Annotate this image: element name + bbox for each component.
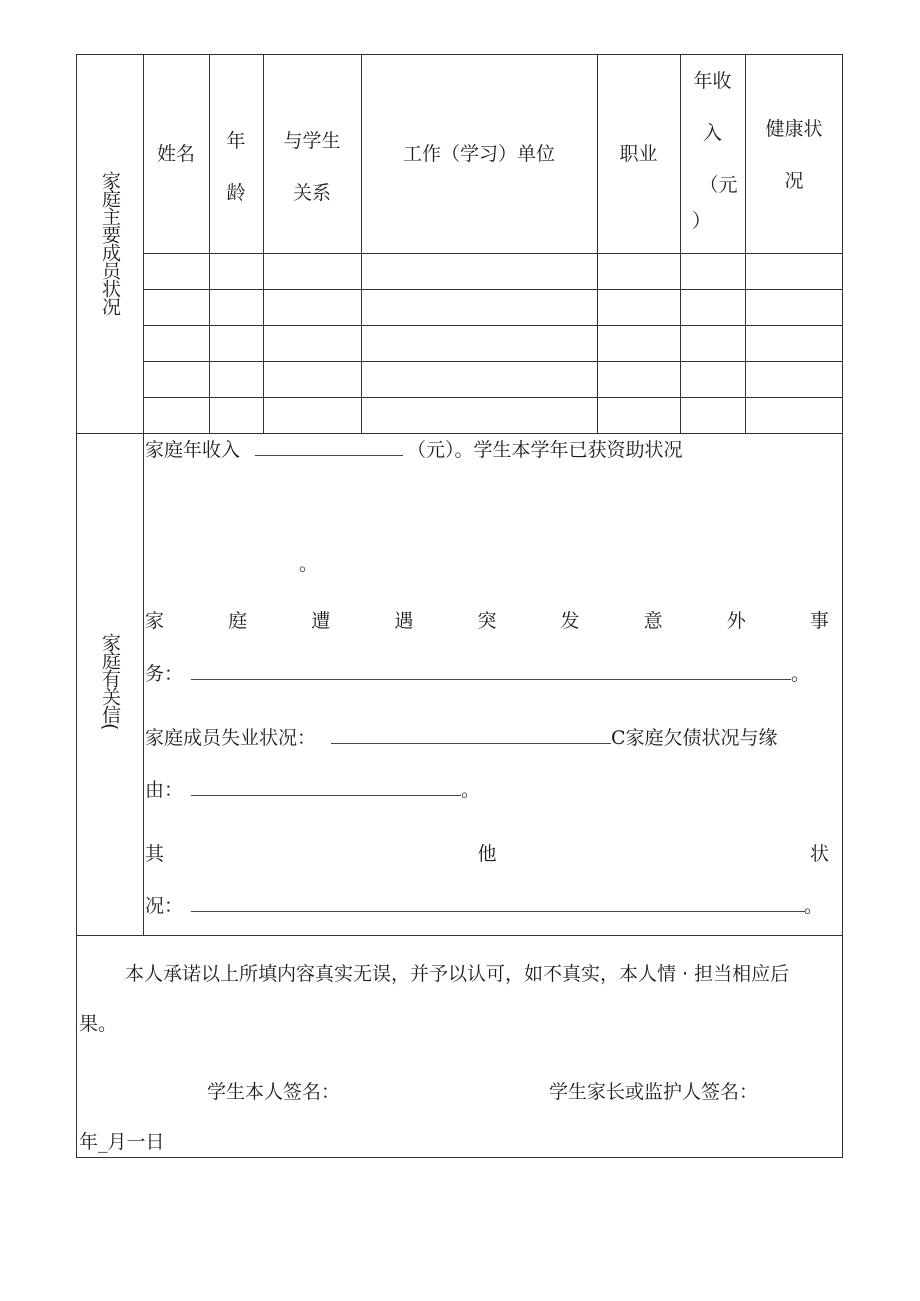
- section-divider: [77, 935, 843, 936]
- row-divider: [143, 289, 843, 290]
- col-divider: [597, 55, 598, 433]
- debt-field[interactable]: [191, 795, 461, 796]
- income-label: 家庭年收入: [145, 439, 241, 461]
- row-divider: [143, 253, 843, 254]
- section-divider: [77, 433, 843, 434]
- other-field[interactable]: [191, 911, 805, 912]
- accident-end: 。: [791, 663, 811, 685]
- accident-row: 家 庭 遭 遇 突 发 意 外 事: [145, 610, 829, 632]
- header-unit: 工作（学习）单位: [402, 143, 555, 165]
- header-job: 职业: [619, 143, 658, 165]
- debt-label-cont: 由：: [145, 779, 184, 801]
- debt-end: 。: [461, 779, 481, 801]
- other-label-cont: 况：: [145, 895, 184, 917]
- student-signature-label: 学生本人签名：: [207, 1081, 341, 1103]
- accident-field[interactable]: [191, 679, 791, 680]
- form-table: [76, 54, 843, 1158]
- header-age: 年 龄: [226, 130, 246, 204]
- debt-label: C家庭欠债状况与缘: [611, 727, 778, 749]
- accident-label-cont: 务：: [145, 663, 184, 685]
- aid-status-end: 。: [299, 553, 319, 575]
- col-divider: [361, 55, 362, 433]
- info-section-label: 家庭有关信(: [99, 633, 121, 730]
- row-divider: [143, 361, 843, 362]
- pledge-text: 本人承诺以上所填内容真实无误，并予以认可，如不真实，本人情 · 担当相应后: [125, 963, 790, 985]
- col-divider: [263, 55, 264, 433]
- header-health: 健康状 况: [765, 118, 823, 192]
- parent-signature-label: 学生家长或监护人签名：: [549, 1081, 759, 1103]
- date-line: 年_月一日: [79, 1131, 165, 1153]
- other-end: 。: [804, 895, 824, 917]
- unemployment-label: 家庭成员失业状况：: [145, 727, 317, 749]
- income-field[interactable]: [255, 455, 403, 456]
- label-column-divider: [143, 55, 144, 935]
- row-divider: [143, 325, 843, 326]
- row-divider: [143, 397, 843, 398]
- header-relation: 与学生 关系: [283, 130, 341, 204]
- col-divider: [209, 55, 210, 433]
- header-name: 姓名: [156, 143, 195, 165]
- members-section-label: 家庭主要成员状况: [99, 171, 121, 315]
- other-row: 其 他 状: [145, 843, 829, 865]
- pledge-text-cont: 果。: [79, 1013, 118, 1035]
- unemployment-field[interactable]: [331, 743, 611, 744]
- aid-status-label: （元）。学生本学年已获资助状况: [407, 439, 683, 461]
- header-income: 年收 入 （元 ）: [692, 70, 738, 232]
